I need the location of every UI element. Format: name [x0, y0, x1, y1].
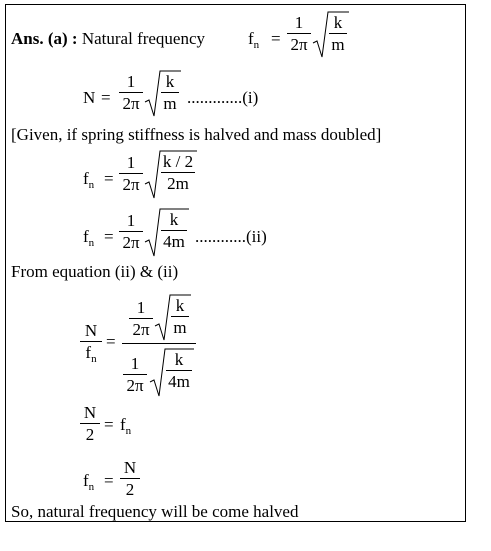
answer-label: Ans. (a) : — [11, 29, 78, 48]
fraction-N-over-fn: $\frac{N}{f_n}$ — [80, 322, 102, 365]
equation-tag-ii: ............(ii) — [195, 227, 267, 246]
fraction-one-over-two-pi: $\frac{1}{2\pi}$ — [287, 14, 311, 53]
N-symbol: N — [83, 88, 96, 107]
equals-sign: = — [104, 227, 114, 246]
given-statement: [Given, if spring stiffness is halved and mass doubled] — [11, 125, 382, 144]
sqrt-k-half-over-2m: k / 2 2m — [145, 150, 197, 200]
main-fraction-bar — [122, 343, 196, 344]
fn-symbol: $f_n$ — [83, 169, 95, 191]
sqrt-k-over-m: k m — [313, 11, 349, 59]
fraction-one-over-two-pi: $\frac{1}{2\pi}$ — [119, 212, 143, 251]
sqrt-k-over-m: k m — [155, 294, 191, 342]
equals-sign: = — [106, 332, 116, 351]
answer-header — [11, 30, 205, 47]
equals-sign: = — [104, 471, 114, 490]
sqrt-k-over-m: k m — [145, 70, 181, 118]
equation-tag-i: .............(i) — [187, 88, 259, 107]
fraction-one-over-two-pi: $\frac{1}{2\pi}$ — [119, 73, 143, 112]
conclusion-text: So, natural frequency will be come halved — [11, 502, 299, 521]
equals-sign: = — [104, 169, 114, 188]
equals-sign: = — [101, 88, 111, 107]
fn-symbol: $f_n$ — [83, 227, 95, 249]
fraction-one-over-two-pi: $\frac{1}{2\pi}$ — [119, 154, 143, 193]
fraction-N-over-2: $\frac{N}{2}$ — [80, 404, 100, 443]
sqrt-k-over-4m: k 4m — [150, 348, 194, 398]
fraction-one-over-two-pi: $\frac{1}{2\pi}$ — [129, 299, 153, 338]
equals-sign: = — [271, 29, 281, 48]
fraction-N-over-2: $\frac{N}{2}$ — [120, 459, 140, 498]
fraction-one-over-two-pi: $\frac{1}{2\pi}$ — [123, 355, 147, 394]
sqrt-k-over-4m: k 4m — [145, 208, 189, 258]
fn-symbol: $f_n$ — [83, 471, 95, 493]
fn-symbol: $f_n$ — [120, 415, 132, 437]
fn-symbol: $f_n$ — [248, 29, 260, 51]
from-equation-text: From equation (ii) & (ii) — [11, 262, 179, 281]
equals-sign: = — [104, 415, 114, 434]
answer-text: Natural frequency — [81, 29, 206, 48]
